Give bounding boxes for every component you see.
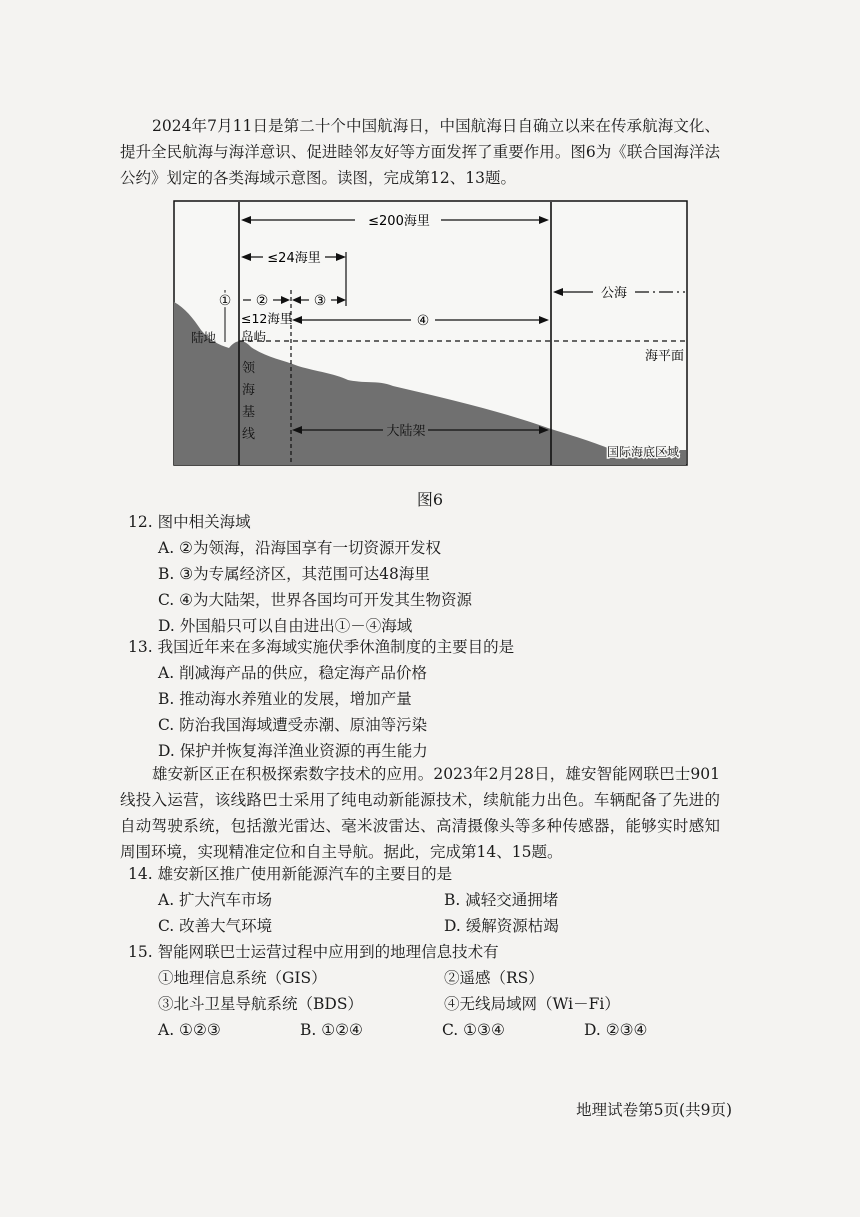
intro-text-1: 2024年7月11日是第二十个中国航海日，中国航海日自确立以来在传承航海文化、提升全民航海与海洋意识、促进睦邻友好等方面发挥了重要作用。图6为《联合国海洋法公约》划定的各类海域示意图。读图，完成第12、13题。	[120, 117, 720, 187]
label-island: 岛屿	[241, 329, 267, 344]
question-15-items-row-2	[140, 991, 726, 1017]
label-high-seas: 公海	[600, 286, 628, 301]
question-15	[128, 939, 726, 1043]
label-seabed-area: 国际海底区域	[606, 445, 680, 459]
baseline-char-3: 基	[242, 405, 256, 420]
question-15-options-row	[140, 1017, 726, 1043]
question-13-option-b: B. 推动海水养殖业的发展，增加产量	[158, 690, 412, 708]
question-14-option-b: B. 减轻交通拥堵	[444, 891, 559, 909]
question-15-stem: 15. 智能网联巴士运营过程中应用到的地理信息技术有	[128, 943, 499, 961]
label-200nm: ≤200海里	[368, 214, 430, 229]
question-13-stem: 13. 我国近年来在多海域实施伏季休渔制度的主要目的是	[128, 638, 515, 656]
label-zone-2: ②	[255, 293, 269, 309]
figure-6	[173, 200, 688, 466]
baseline-char-2: 海	[242, 383, 256, 398]
question-15-option-c: C. ①③④	[442, 1021, 505, 1039]
question-15-items-row-1	[140, 965, 726, 991]
question-14-options-row-2	[140, 913, 559, 939]
label-zone-3: ③	[313, 293, 327, 309]
intro-text-2: 雄安新区正在积极探索数字技术的应用。2023年2月28日，雄安智能网联巴士901线投入运营，该线路巴士采用了纯电动新能源技术，续航能力出色。车辆配备了先进的自动驾驶系统，包括激光雷达、毫米波雷达、高清摄像头等多种传感器，能够实时感知周围环境，实现精准定位和自主导航。据此，完成第14、15题。	[120, 765, 720, 861]
label-continental-shelf: 大陆架	[386, 424, 426, 439]
question-12-option-c: C. ④为大陆架，世界各国均可开发其生物资源	[158, 591, 473, 609]
question-12-option-b: B. ③为专属经济区，其范围可达48海里	[158, 565, 430, 583]
question-15-option-a: A. ①②③	[158, 1021, 221, 1039]
label-sea-level: 海平面	[645, 349, 685, 364]
question-13-option-c: C. 防治我国海域遭受赤潮、原油等污染	[158, 716, 428, 734]
question-15-option-d: D. ②③④	[584, 1021, 648, 1039]
intro-passage-2	[120, 761, 720, 865]
question-14-stem: 14. 雄安新区推广使用新能源汽车的主要目的是	[128, 865, 453, 883]
sea-zones-diagram	[173, 200, 688, 466]
figure-caption: 图6	[416, 490, 444, 509]
question-13-option-a: A. 削减海产品的供应，稳定海产品价格	[158, 664, 428, 682]
question-13-option-d: D. 保护并恢复海洋渔业资源的再生能力	[158, 742, 428, 760]
label-24nm: ≤24海里	[267, 251, 321, 266]
question-14	[128, 861, 559, 939]
question-12-stem: 12. 图中相关海域	[128, 513, 251, 531]
baseline-char-4: 线	[242, 427, 256, 442]
question-15-option-b: B. ①②④	[300, 1021, 363, 1039]
intro-passage-1	[120, 113, 720, 191]
question-12	[128, 509, 473, 639]
question-15-item-4: ④无线局域网（Wi－Fi）	[444, 995, 620, 1013]
question-15-item-3: ③北斗卫星导航系统（BDS）	[158, 995, 363, 1013]
question-15-item-1: ①地理信息系统（GIS）	[158, 969, 327, 987]
page-footer: 地理试卷第5页(共9页)	[576, 1101, 732, 1119]
question-12-option-d: D. 外国船只可以自由进出①－④海域	[158, 617, 413, 635]
label-zone-1: ①	[218, 293, 232, 309]
question-14-option-c: C. 改善大气环境	[158, 917, 273, 935]
question-14-option-a: A. 扩大汽车市场	[158, 891, 273, 909]
label-zone-4: ④	[416, 313, 430, 329]
label-12nm: ≤12海里	[241, 311, 293, 326]
question-12-option-a: A. ②为领海，沿海国享有一切资源开发权	[158, 539, 441, 557]
question-15-item-2: ②遥感（RS）	[444, 969, 544, 987]
baseline-char-1: 领	[242, 361, 256, 376]
label-land: 陆地	[191, 330, 217, 345]
question-14-options-row-1	[140, 887, 559, 913]
question-13	[128, 634, 515, 764]
question-14-option-d: D. 缓解资源枯竭	[444, 917, 559, 935]
